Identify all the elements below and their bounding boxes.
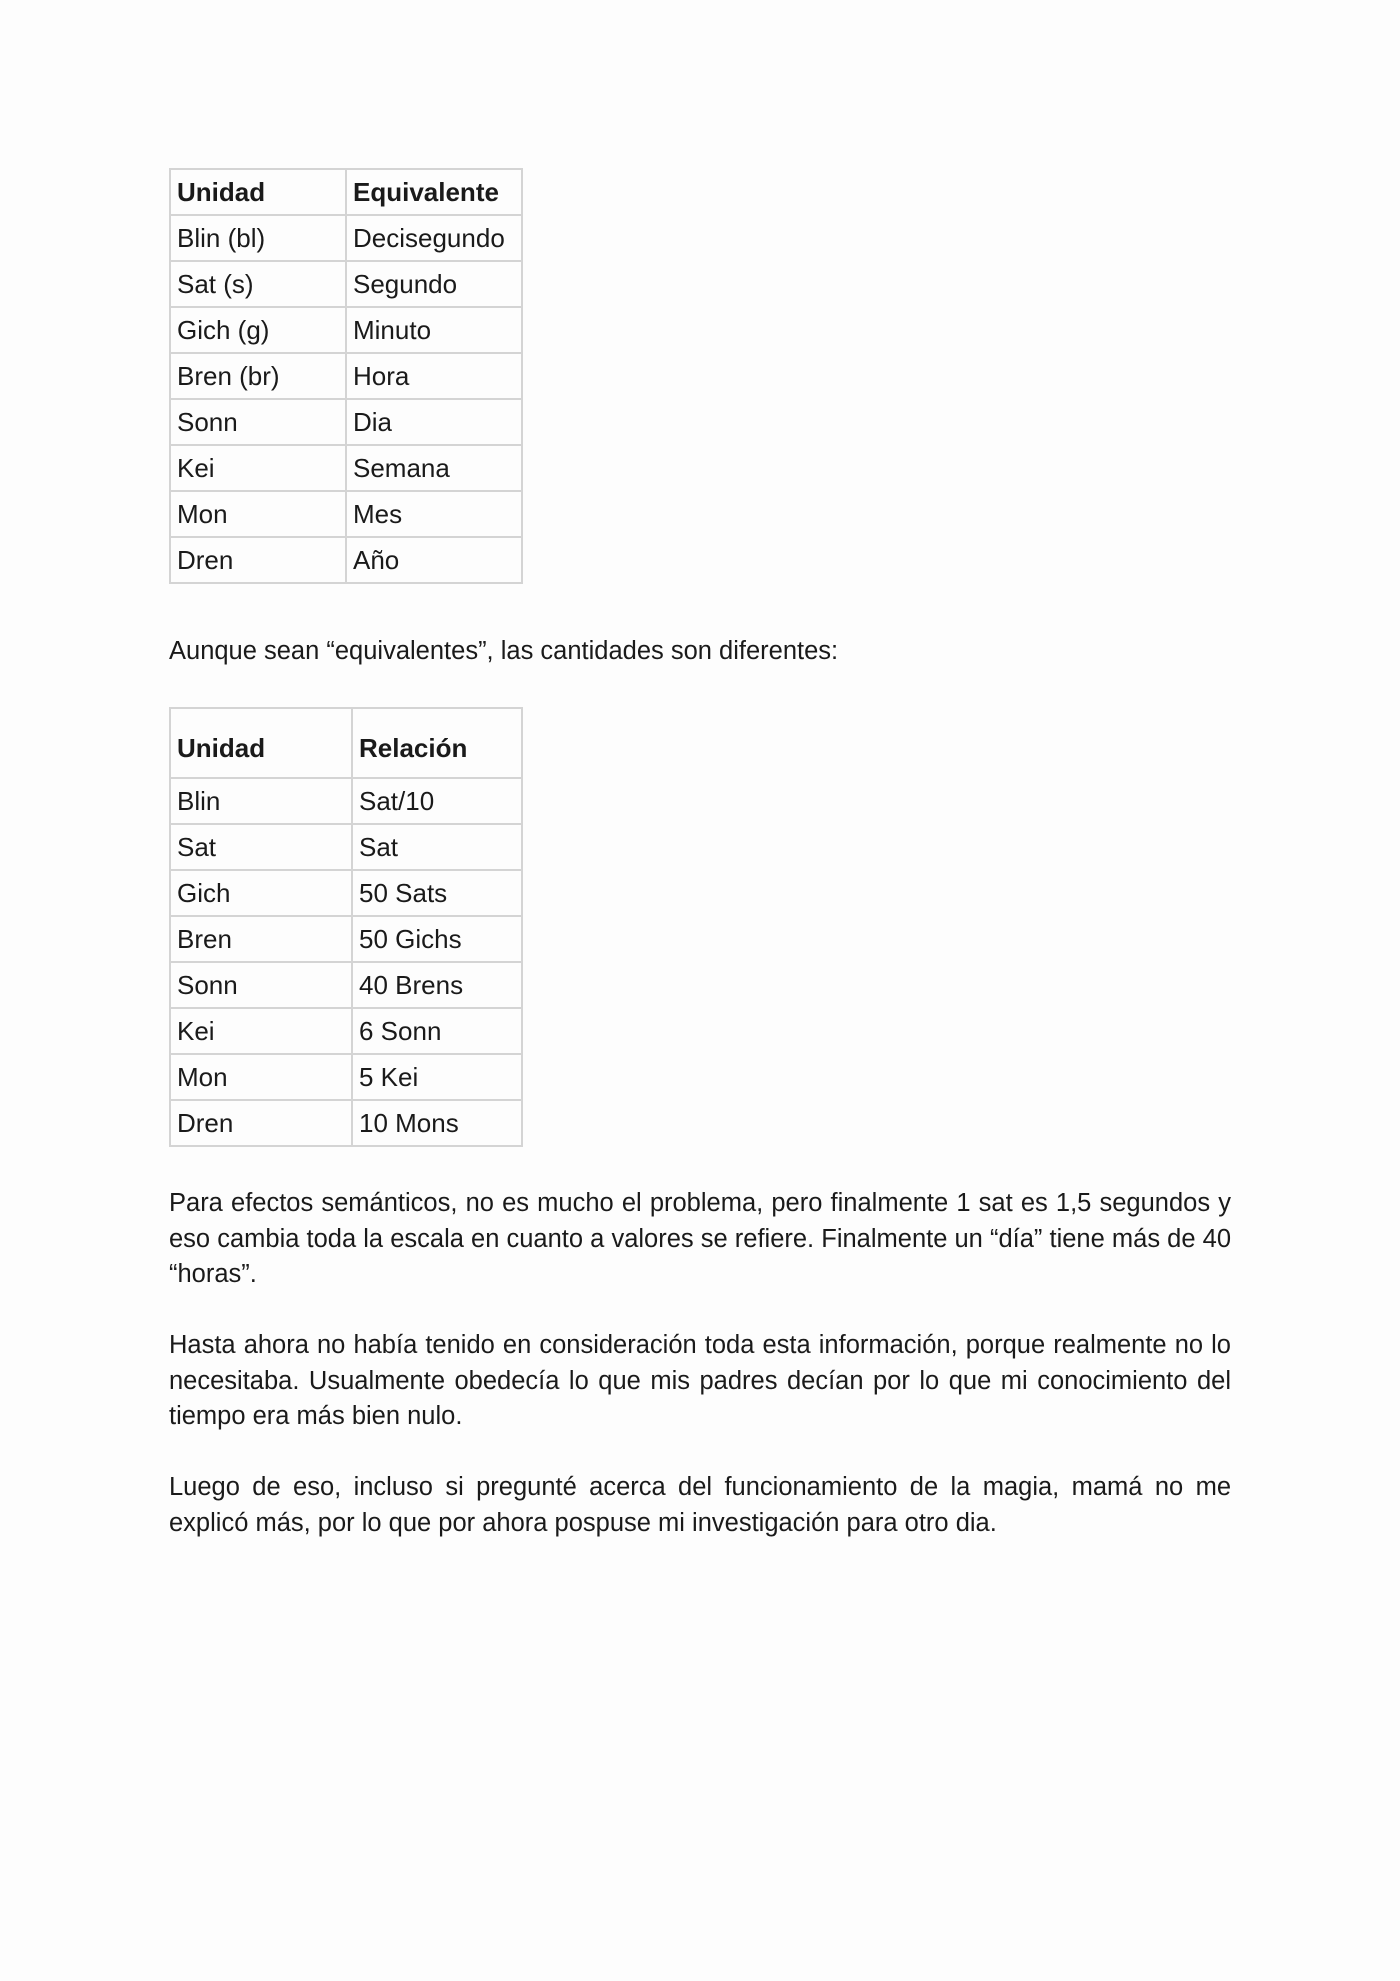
table-row — [170, 261, 522, 307]
table-cell: Kei — [170, 1008, 352, 1054]
table-row — [170, 353, 522, 399]
table-row — [170, 399, 522, 445]
table-row — [170, 1054, 522, 1100]
table-cell: Bren (br) — [170, 353, 346, 399]
table-cell: 50 Gichs — [352, 916, 522, 962]
table-cell: 5 Kei — [352, 1054, 522, 1100]
table-cell: 50 Sats — [352, 870, 522, 916]
table-row — [170, 870, 522, 916]
table-row — [170, 962, 522, 1008]
table-cell: Minuto — [346, 307, 522, 353]
table-cell: Gich — [170, 870, 352, 916]
table-cell: Semana — [346, 445, 522, 491]
table-cell: Dia — [346, 399, 522, 445]
table-row — [170, 537, 522, 583]
body-paragraph: Para efectos semánticos, no es mucho el problema, pero finalmente 1 sat es 1,5 segundos y eso cambia toda la escala en cuanto a valores se refiere. Finalmente un “día” tiene más de 40 “horas”. — [169, 1189, 1231, 1288]
table-cell: 10 Mons — [352, 1100, 522, 1146]
table-cell: Hora — [346, 353, 522, 399]
table-cell: Mon — [170, 1054, 352, 1100]
table-cell: Dren — [170, 1100, 352, 1146]
table-cell: 40 Brens — [352, 962, 522, 1008]
table-cell: Sonn — [170, 962, 352, 1008]
column-header-unidad: Unidad — [170, 708, 352, 778]
table-row — [170, 445, 522, 491]
table-cell: Bren — [170, 916, 352, 962]
table-row — [170, 1008, 522, 1054]
table-cell: Decisegundo — [346, 215, 522, 261]
table-cell: Blin (bl) — [170, 215, 346, 261]
column-header-unidad: Unidad — [170, 169, 346, 215]
body-paragraph: Luego de eso, incluso si pregunté acerca del funcionamiento de la magia, mamá no me explicó más, por lo que por ahora pospuse mi investigación para otro dia. — [169, 1473, 1231, 1537]
table-cell: Sat — [170, 824, 352, 870]
unit-relation-table — [169, 707, 523, 1147]
table-cell: Mon — [170, 491, 346, 537]
table-cell: Segundo — [346, 261, 522, 307]
table-cell: Sat (s) — [170, 261, 346, 307]
table-cell: Gich (g) — [170, 307, 346, 353]
table-row — [170, 1100, 522, 1146]
body-paragraph: Hasta ahora no había tenido en consideración toda esta información, porque realmente no lo necesitaba. Usualmente obedecía lo que mis padres decían por lo que mi conocimiento del tiempo era más bien nulo. — [169, 1331, 1231, 1430]
table-header-row — [170, 708, 522, 778]
table-row — [170, 215, 522, 261]
table-row — [170, 307, 522, 353]
table-header-row — [170, 169, 522, 215]
table-cell: Blin — [170, 778, 352, 824]
table-cell: 6 Sonn — [352, 1008, 522, 1054]
unit-equivalence-table — [169, 168, 523, 584]
table-cell: Dren — [170, 537, 346, 583]
column-header-equivalente: Equivalente — [346, 169, 522, 215]
table-row — [170, 916, 522, 962]
table-row — [170, 491, 522, 537]
table-row — [170, 778, 522, 824]
table-cell: Sat — [352, 824, 522, 870]
intro-paragraph: Aunque sean “equivalentes”, las cantidades son diferentes: — [169, 637, 839, 665]
table-cell: Kei — [170, 445, 346, 491]
table-cell: Año — [346, 537, 522, 583]
column-header-relacion: Relación — [352, 708, 522, 778]
table-row — [170, 824, 522, 870]
table-cell: Sonn — [170, 399, 346, 445]
table-cell: Mes — [346, 491, 522, 537]
table-cell: Sat/10 — [352, 778, 522, 824]
